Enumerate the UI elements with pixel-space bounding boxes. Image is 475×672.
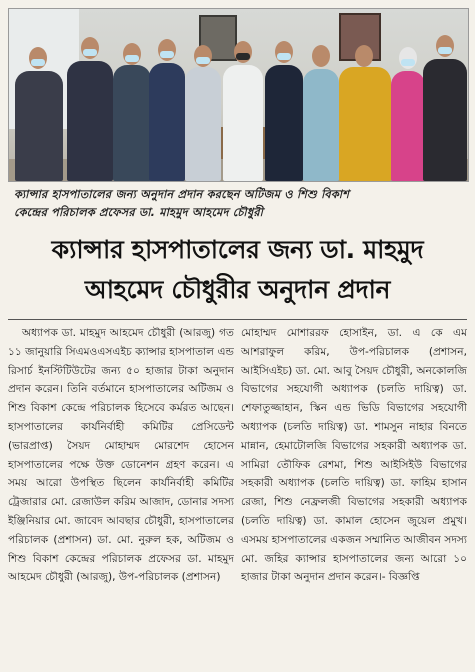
photo-person bbox=[185, 67, 221, 181]
photo-person-mask bbox=[438, 47, 452, 54]
photo-person bbox=[223, 65, 263, 181]
headline-line: আহমেদ চৌধুরীর অনুদান প্রদান bbox=[84, 275, 391, 304]
photo-person bbox=[265, 65, 303, 181]
photo-person bbox=[339, 67, 391, 181]
photo-person-mask bbox=[83, 49, 97, 56]
article-headline bbox=[8, 230, 467, 314]
photo-caption bbox=[8, 182, 467, 226]
photo-person-mask bbox=[196, 57, 210, 64]
photo-person-mask bbox=[160, 51, 174, 58]
photo-person-mask bbox=[31, 59, 45, 66]
photo-person bbox=[391, 71, 425, 181]
caption-line: ক্যান্সার হাসপাতালের জন্য অনুদান প্রদান করছেন অটিজম ও শিশু বিকাশ bbox=[14, 188, 350, 201]
photo-person-mask bbox=[125, 55, 139, 62]
photo-person-mask bbox=[236, 53, 250, 60]
headline-divider bbox=[8, 319, 467, 320]
news-photo bbox=[8, 8, 469, 182]
photo-person bbox=[423, 59, 467, 181]
article-column-left: অধ্যাপক ডা. মাহমুদ আহমেদ চৌধুরী (আরজু) গত ১১ জানুয়ারি সিএমওএসএইচ ক্যান্সার হাসপাতাল এন্ড রিসার্চ ইনস্টিটিউটের জন্য ৫০ হাজার টাকা অনুদান প্রদান করেন। তিনি বর্তমানে হাসপাতালের অটিজম ও শিশু বিকাশ কেন্দ্রে পরিচালক হিসেবে কর্মরত আছেন। হাসপাতালের কার্যনির্বাহী কমিটির প্রেসিডেন্ট (ভারপ্রাপ্ত) সৈয়দ মোহাম্মদ মোরশেদ হোসেন হাসপাতালের পক্ষে উক্ত ডোনেশন গ্রহণ করেন। এ সময় আরো উপস্থিত ছিলেন কার্যনির্বাহী কমিটির ট্রেজারার মো. রেজাউল করিম আজাদ, ডোনার সদস্য ইঞ্জিনিয়ার মো. জাবেদ আবছার চৌধুরী, হাসপাতালের পরিচালক (প্রশাসন) ডা. মো. নুরুল হক, অটিজম ও শিশু বিকাশ কেন্দ্রের পরিচালক প্রফেসর ডা. মাহমুদ আহমেদ চৌধুরী (আরজু), উপ-পরিচালক (প্রশাসন) bbox=[8, 327, 234, 584]
photo-person bbox=[67, 61, 113, 181]
photo-person bbox=[15, 71, 63, 181]
photo-person-head bbox=[312, 45, 330, 67]
photo-person bbox=[303, 69, 339, 181]
photo-person-head bbox=[355, 45, 373, 67]
article-column-right: মোহাম্মদ মোশাররফ হোসাইন, ডা. এ কে এম আশরাফুল করিম, উপ-পরিচালক (প্রশাসন, আইসিএইচ) ডা. মো. আবু সৈয়দ চৌধুরী, অনকোলজি বিভাগের সহযোগী অধ্যাপক (চলতি দায়িত্ব) ডা. শেফাতুজ্জাহান, স্কিন এন্ড ভিডি বিভাগের সহযোগী অধ্যাপক (চলতি দায়িত্ব) ডা. শামসুন নাহার বিনতে মান্নান, হেমাটোলজি বিভাগের সহকারী অধ্যাপক ডা. সামিরা তৌফিক রেশমা, শিশু আইসিইউ বিভাগের সহকারী অধ্যাপক (চলতি দায়িত্ব) ডা. ফাহিম হাসান রেজা, শিশু নেফ্রলজী বিভাগের সহকারী অধ্যাপক (চলতি দায়িত্ব) ডা. কামাল হোসেন জুয়েল প্রমুখ। এসময় হাসপাতালের একজন সম্মানিত আজীবন সদস্য মো. জহির ক্যান্সার হাসপাতালের জন্য আরো ১০ হাজার টাকা অনুদান প্রদান করেন।- বিজ্ঞপ্তি bbox=[241, 327, 467, 584]
photo-person-mask bbox=[277, 53, 291, 60]
caption-line: কেন্দ্রের পরিচালক প্রফেসর ডা. মাহমুদ আহমেদ চৌধুরী bbox=[14, 206, 264, 219]
photo-person bbox=[149, 63, 185, 181]
photo-person bbox=[113, 65, 151, 181]
headline-line: ক্যান্সার হাসপাতালের জন্য ডা. মাহমুদ bbox=[51, 235, 424, 264]
photo-person-mask bbox=[401, 59, 415, 66]
